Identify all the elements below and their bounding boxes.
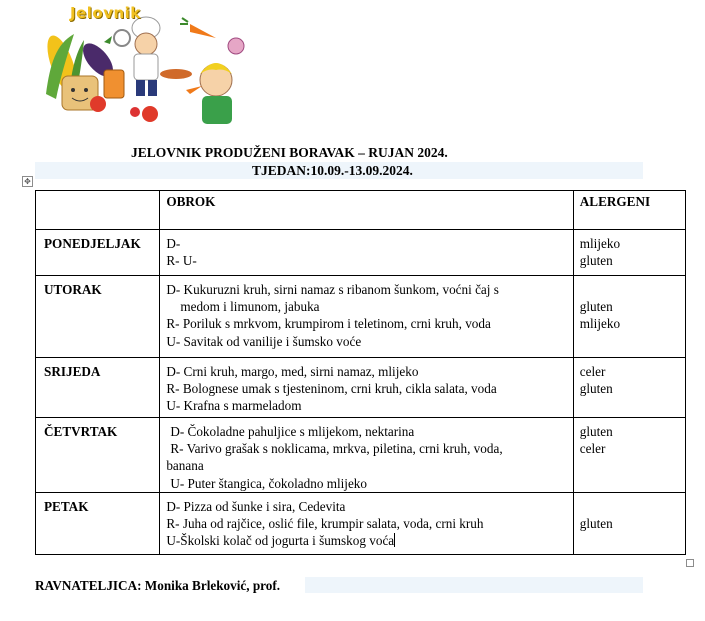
meal-line: medom i limunom, jabuka [180,299,320,315]
week-range: TJEDAN:10.09.-13.09.2024. [252,163,413,178]
meal-line: U- Krafna s marmeladom [166,398,302,414]
allergen-line [580,498,681,515]
allergen-cell[interactable] [573,358,685,418]
juice-icon [104,70,124,98]
header-image-title: Jelovnik [70,4,141,22]
allergen-cell[interactable] [573,418,685,493]
table-row [36,358,686,418]
allergen-line: gluten [579,381,613,397]
table-resize-handle[interactable] [686,559,694,567]
allergen-line: mlijeko [579,236,621,251]
meal-line: U-Školski kolač od jogurta i šumskog voća [166,533,395,549]
meal-line: U- Puter štangica, čokoladno mlijeko [170,475,367,491]
header-day [36,191,160,230]
allergen-line [580,281,681,298]
meal-cell[interactable] [160,276,573,358]
allergen-cell[interactable] [573,276,685,358]
allergen-line: celer [579,441,606,457]
footer-highlight [305,577,643,593]
meal-line: R- Varivo grašak s noklicama, mrkva, piletina, crni kruh, voda, [170,441,503,457]
table-row [36,418,686,493]
table-header-row [36,191,686,230]
meal-line: D- [166,236,181,251]
meal-line: D- Crni kruh, margo, med, sirni namaz, mlijeko [166,364,419,379]
carrot-icon [190,24,216,38]
meal-cell[interactable] [160,418,573,493]
meal-line: banana [166,458,204,474]
meal-cell[interactable] [160,492,573,554]
page-title: JELOVNIK PRODUŽENI BORAVAK – RUJAN 2024. [131,145,448,160]
table-move-handle[interactable]: ✥ [22,176,33,187]
onion-icon [228,38,244,54]
table-row [36,492,686,554]
day-cell: PONEDJELJAK [36,230,160,276]
allergen-line: gluten [579,424,613,439]
meal-cell[interactable] [160,358,573,418]
allergen-cell[interactable] [573,230,685,276]
meal-line: R- Bolognese umak s tjesteninom, crni kruh, cikla salata, voda [166,381,497,397]
menu-table [35,190,686,555]
meal-line: D- Čokoladne pahuljice s mlijekom, nektarina [170,424,415,439]
allergen-line: celer [579,364,606,379]
text-cursor [394,533,395,547]
meal-line: U- Savitak od vanilije i šumsko voće [166,333,362,349]
meal-line: D- Pizza od šunke i sira, Cedevita [166,498,346,514]
header-allergens: ALERGENI [573,191,685,230]
tomato-icon [90,96,106,112]
allergen-cell[interactable] [573,492,685,554]
day-cell: UTORAK [36,276,160,358]
meal-line: R- Poriluk s mrkvom, krumpirom i teletinom, crni kruh, voda [166,316,491,332]
allergen-line: mlijeko [579,316,621,332]
allergen-line: gluten [579,253,613,269]
day-cell: SRIJEDA [36,358,160,418]
meal-line: D- Kukuruzni kruh, sirni namaz s ribanom šunkom, voćni čaj s [166,282,499,297]
table-row [36,230,686,276]
allergen-line: gluten [579,299,613,315]
allergen-line: gluten [579,516,613,532]
meal-cell[interactable] [160,230,573,276]
menu-illustration [40,4,250,128]
header-meal: OBROK [160,191,573,230]
day-cell: PETAK [36,492,160,554]
meal-line-with-cursor [166,532,568,549]
child-icon [186,63,232,124]
day-cell: ČETVRTAK [36,418,160,493]
table-row [36,276,686,358]
chef-icon [114,17,192,96]
footer-signature: RAVNATELJICA: Monika Brleković, prof. [35,578,281,593]
meal-line: R- Juha od rajčice, oslić file, krumpir salata, voda, crni kruh [166,516,484,532]
meal-line: R- U- [166,253,197,269]
